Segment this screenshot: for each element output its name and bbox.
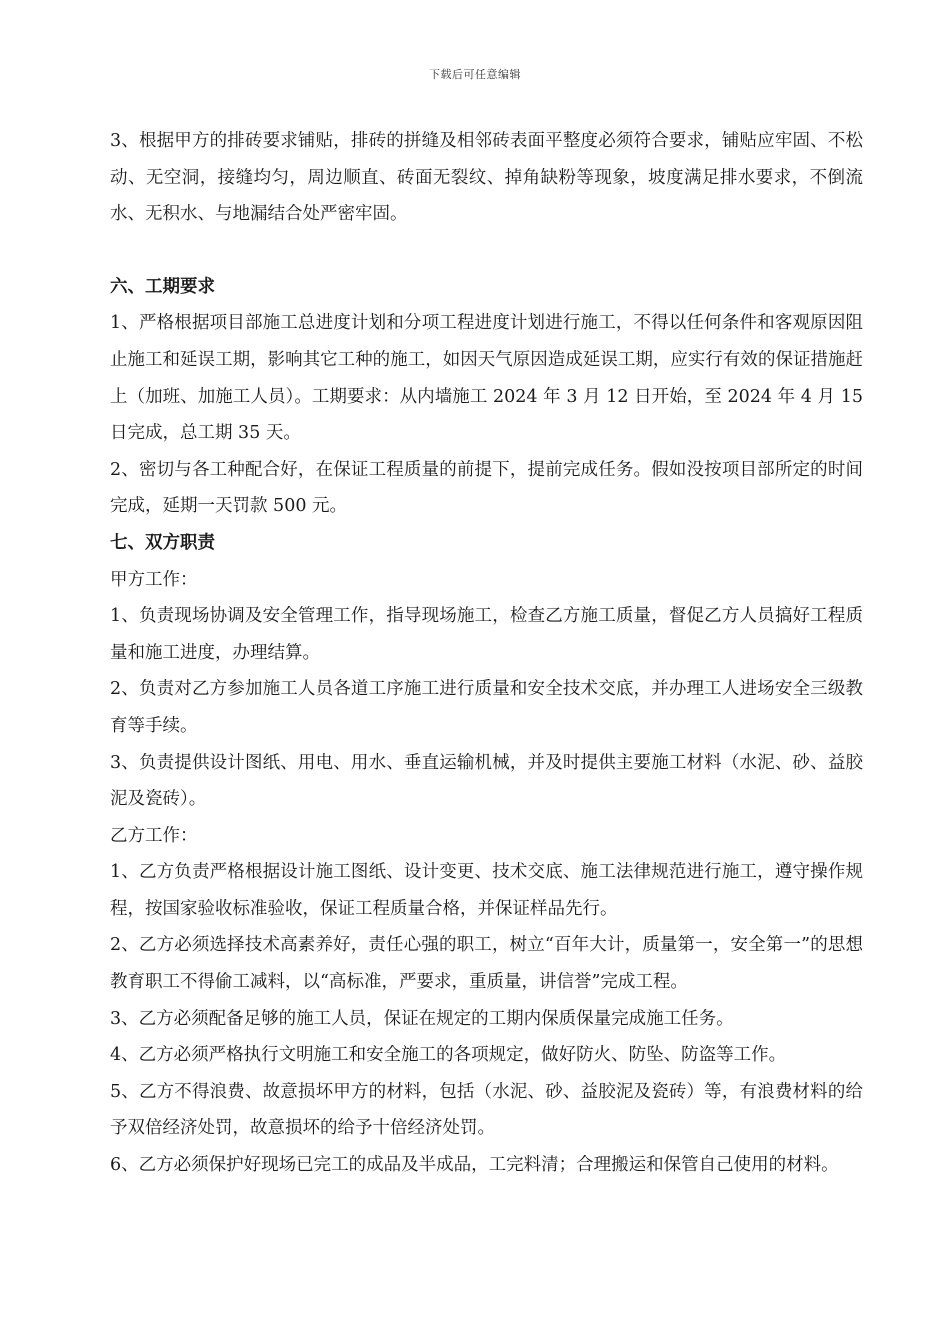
party-a-item: 3、负责提供设计图纸、用电、用水、垂直运输机械，并及时提供主要施工材料（水泥、砂、益胶泥及瓷砖）。 bbox=[110, 752, 863, 810]
paragraph-tiling-requirement: 3、根据甲方的排砖要求铺贴，排砖的拼缝及相邻砖表面平整度必须符合要求，铺贴应牢固、不松动、无空洞，接缝均匀，周边顺直、砖面无裂纹、掉角缺粉等现象，坡度满足排水要求，不倒流水、无积水、与地漏结合处严密牢固。 bbox=[110, 131, 863, 225]
section-heading-schedule: 六、工期要求 bbox=[110, 276, 215, 297]
party-b-item: 5、乙方不得浪费、故意损坏甲方的材料，包括（水泥、砂、益胶泥及瓷砖）等，有浪费材料的给予双倍经济处罚，故意损坏的给予十倍经济处罚。 bbox=[110, 1081, 863, 1139]
party-b-item: 3、乙方必须配备足够的施工人员，保证在规定的工期内保质保量完成施工任务。 bbox=[110, 1008, 734, 1029]
party-b-item: 4、乙方必须严格执行文明施工和安全施工的各项规定，做好防火、防坠、防盗等工作。 bbox=[110, 1045, 787, 1066]
paragraph-schedule-item-1: 1、严格根据项目部施工总进度计划和分项工程进度计划进行施工，不得以任何条件和客观原因阻止施工和延误工期，影响其它工种的施工，如因天气原因造成延误工期，应实行有效的保证措施赶上（加班、加施工人员）。工期要求：从内墙施工 2024 年 3 月 12 日开始，至 2024 年 4 月 15 日完成，总工期 35 天。 bbox=[110, 313, 863, 444]
paragraph-schedule-item-2: 2、密切与各工种配合好，在保证工程质量的前提下，提前完成任务。假如没按项目部所定的时间完成，延期一天罚款 500 元。 bbox=[110, 459, 863, 517]
party-a-label: 甲方工作： bbox=[110, 569, 198, 590]
party-b-item: 6、乙方必须保护好现场已完工的成品及半成品，工完料清；合理搬运和保管自己使用的材料。 bbox=[110, 1155, 839, 1176]
party-b-item: 2、乙方必须选择技术高素养好，责任心强的职工，树立“百年大计，质量第一，安全第一”的思想教育职工不得偷工减料，以“高标准，严要求，重质量，讲信誉”完成工程。 bbox=[110, 935, 863, 993]
document-body bbox=[110, 123, 863, 1184]
page-header: 下载后可任意编辑 bbox=[429, 68, 521, 81]
paragraph-spacer bbox=[110, 233, 863, 269]
section-heading-responsibilities: 七、双方职责 bbox=[110, 532, 215, 553]
party-b-item: 1、乙方负责严格根据设计施工图纸、设计变更、技术交底、施工法律规范进行施工，遵守操作规程，按国家验收标准验收，保证工程质量合格，并保证样品先行。 bbox=[110, 862, 863, 919]
party-a-item: 1、负责现场协调及安全管理工作，指导现场施工，检查乙方施工质量，督促乙方人员搞好工程质量和施工进度，办理结算。 bbox=[110, 606, 863, 663]
party-b-label: 乙方工作： bbox=[110, 825, 198, 846]
party-a-item: 2、负责对乙方参加施工人员各道工序施工进行质量和安全技术交底，并办理工人进场安全三级教育等手续。 bbox=[110, 679, 863, 736]
